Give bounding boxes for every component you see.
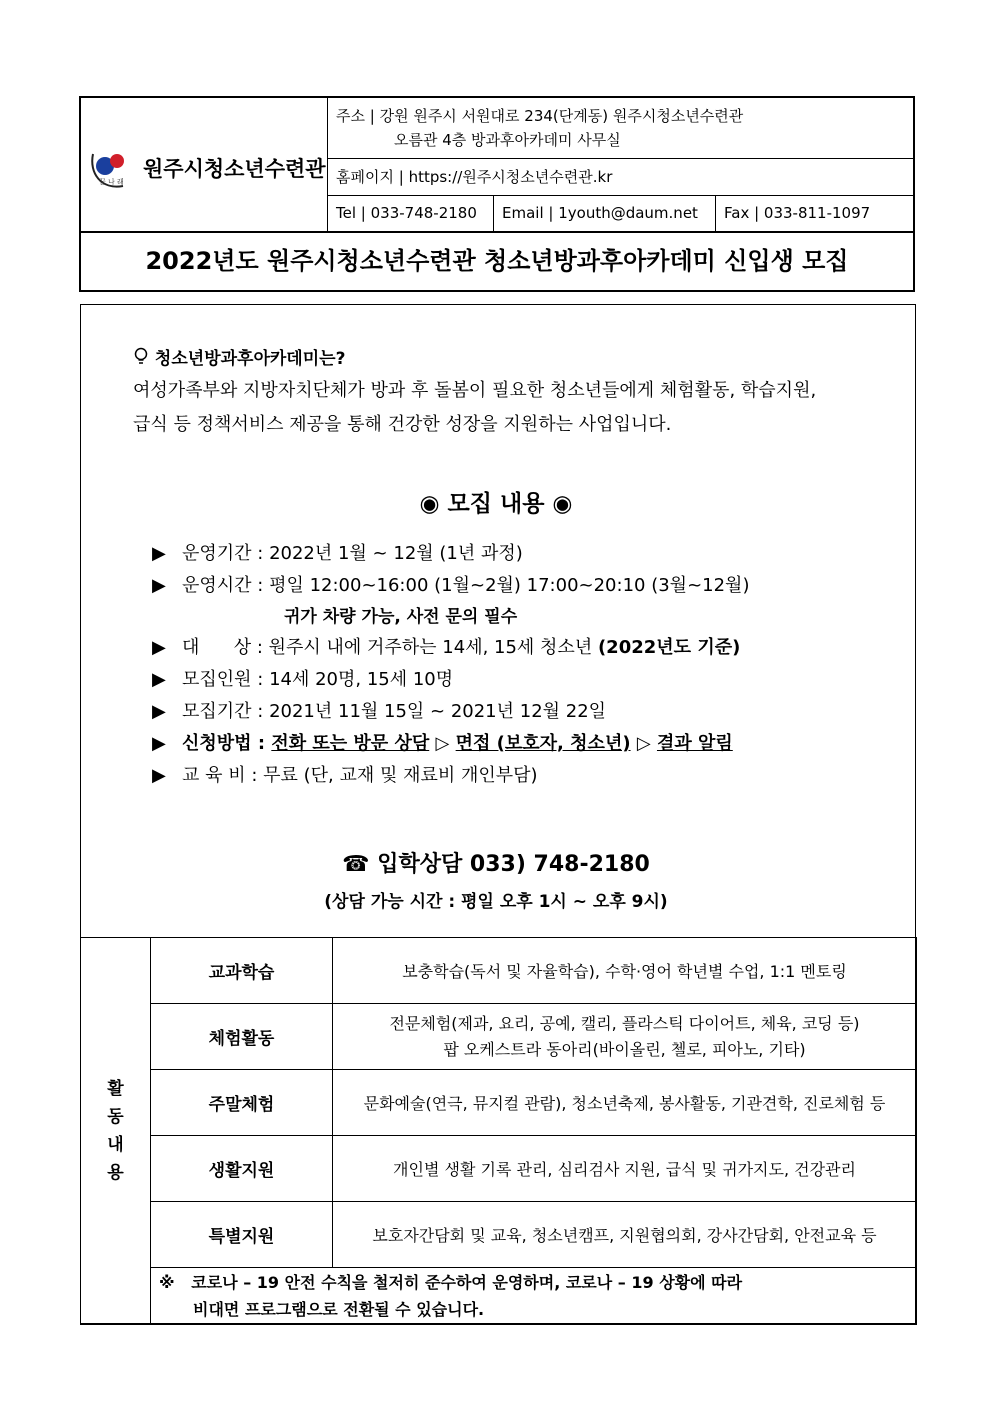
tel-cell: Tel | 033-748-2180 bbox=[328, 196, 494, 231]
item-recruit-period: ▶ 모집기간 : 2021년 11월 15일 ~ 2021년 12월 22일 bbox=[152, 701, 607, 722]
intro-line2: 급식 등 정책서비스 제공을 통해 건강한 성장을 지원하는 사업입니다. bbox=[133, 414, 672, 435]
covid-note: ※ 코로나 – 19 안전 수칙을 철저히 준수하여 운영하며, 코로나 – 19 상황에 따라 비대면 프로그램으로 전환될 수 있습니다. bbox=[151, 1268, 917, 1325]
address-label: 주소 bbox=[336, 107, 365, 125]
item-hours: ▶ 운영시간 : 평일 12:00~16:00 (1월~2월) 17:00~20:10 (3월~12월) bbox=[152, 575, 750, 596]
activity-desc: 개인별 생활 기록 관리, 심리검사 지원, 급식 및 귀가지도, 건강관리 bbox=[333, 1136, 917, 1202]
item-fee: ▶ 교 육 비 : 무료 (단, 교재 및 재료비 개인부담) bbox=[152, 765, 538, 786]
intro-line1: 여성가족부와 지방자치단체가 방과 후 돌봄이 필요한 청소년들에게 체험활동, 학습지원, bbox=[133, 380, 817, 401]
contact-row bbox=[328, 196, 915, 231]
item-period: ▶ 운영기간 : 2022년 1월 ~ 12월 (1년 과정) bbox=[152, 543, 523, 564]
category-special-support: 특별지원 bbox=[151, 1202, 333, 1268]
email-value[interactable]: 1youth@daum.net bbox=[558, 204, 698, 222]
lightbulb-icon bbox=[133, 347, 149, 367]
activity-desc: 문화예술(연극, 뮤지컬 관람), 청소년축제, 봉사활동, 기관견학, 진로체험 등 bbox=[333, 1070, 917, 1136]
category-life-support: 생활지원 bbox=[151, 1136, 333, 1202]
activity-desc: 보충학습(독서 및 자율학습), 수학·영어 학년별 수업, 1:1 멘토링 bbox=[333, 938, 917, 1004]
activity-desc: 전문체험(제과, 요리, 공예, 캘리, 플라스틱 다이어트, 체육, 코딩 등) 팝 오케스트라 동아리(바이올린, 첼로, 피아노, 기타) bbox=[333, 1004, 917, 1070]
page-title: 2022년도 원주시청소년수련관 청소년방과후아카데미 신입생 모집 bbox=[81, 231, 913, 290]
logo-cell bbox=[81, 98, 328, 231]
activity-desc: 보호자간담회 및 교육, 청소년캠프, 지원협의회, 강사간담회, 안전교육 등 bbox=[333, 1202, 917, 1268]
fax-cell: Fax | 033-811-1097 bbox=[724, 204, 871, 222]
homepage-row: 홈페이지 | https://원주시청소년수련관.kr bbox=[328, 159, 915, 196]
address-line2: 오름관 4층 방과후아카데미 사무실 bbox=[394, 131, 621, 149]
email-cell: Email | 1youth@daum.net bbox=[494, 196, 716, 231]
activities-table bbox=[80, 937, 916, 1325]
fax-value: 033-811-1097 bbox=[763, 204, 871, 222]
address-line1: 강원 원주시 서원대로 234(단계동) 원주시청소년수련관 bbox=[379, 107, 744, 125]
item-apply-method: ▶ 신청방법 : 전화 또는 방문 상담 ▷ 면접 (보호자, 청소년) ▷ 결과 알림 bbox=[152, 733, 733, 754]
item-target: ▶ 대 상 : 원주시 내에 거주하는 14세, 15세 청소년 (2022년도 기준) bbox=[152, 637, 741, 658]
contact-title: ☎ 입학상담 033) 748-2180 bbox=[342, 852, 650, 877]
phone-icon: ☎ bbox=[342, 852, 370, 877]
logo-text: 원주시청소년수련관 bbox=[143, 157, 326, 181]
category-weekend: 주말체험 bbox=[151, 1070, 333, 1136]
header-table bbox=[79, 96, 915, 292]
intro-heading: 청소년방과후아카데미는? bbox=[133, 344, 345, 369]
item-capacity: ▶ 모집인원 : 14세 20명, 15세 10명 bbox=[152, 669, 454, 690]
recruit-heading: ◉ 모집 내용 ◉ bbox=[419, 491, 573, 517]
category-academic: 교과학습 bbox=[151, 938, 333, 1004]
address-row: 주소 | 강원 원주시 서원대로 234(단계동) 원주시청소년수련관 오름관 4층 방과후아카데미 사무실 bbox=[328, 98, 915, 159]
tel-value[interactable]: 033-748-2180 bbox=[370, 204, 477, 222]
homepage-link[interactable]: https://원주시청소년수련관.kr bbox=[408, 168, 613, 186]
item-hours-note: 귀가 차량 가능, 사전 문의 필수 bbox=[284, 607, 518, 627]
contact-hours: (상담 가능 시간 : 평일 오후 1시 ~ 오후 9시) bbox=[324, 892, 668, 912]
homepage-label: 홈페이지 bbox=[336, 168, 394, 186]
svg-text:꿈 나 래: 꿈 나 래 bbox=[99, 178, 124, 186]
category-experience: 체험활동 bbox=[151, 1004, 333, 1070]
activities-side-label: 활 동 내 용 bbox=[81, 938, 151, 1325]
